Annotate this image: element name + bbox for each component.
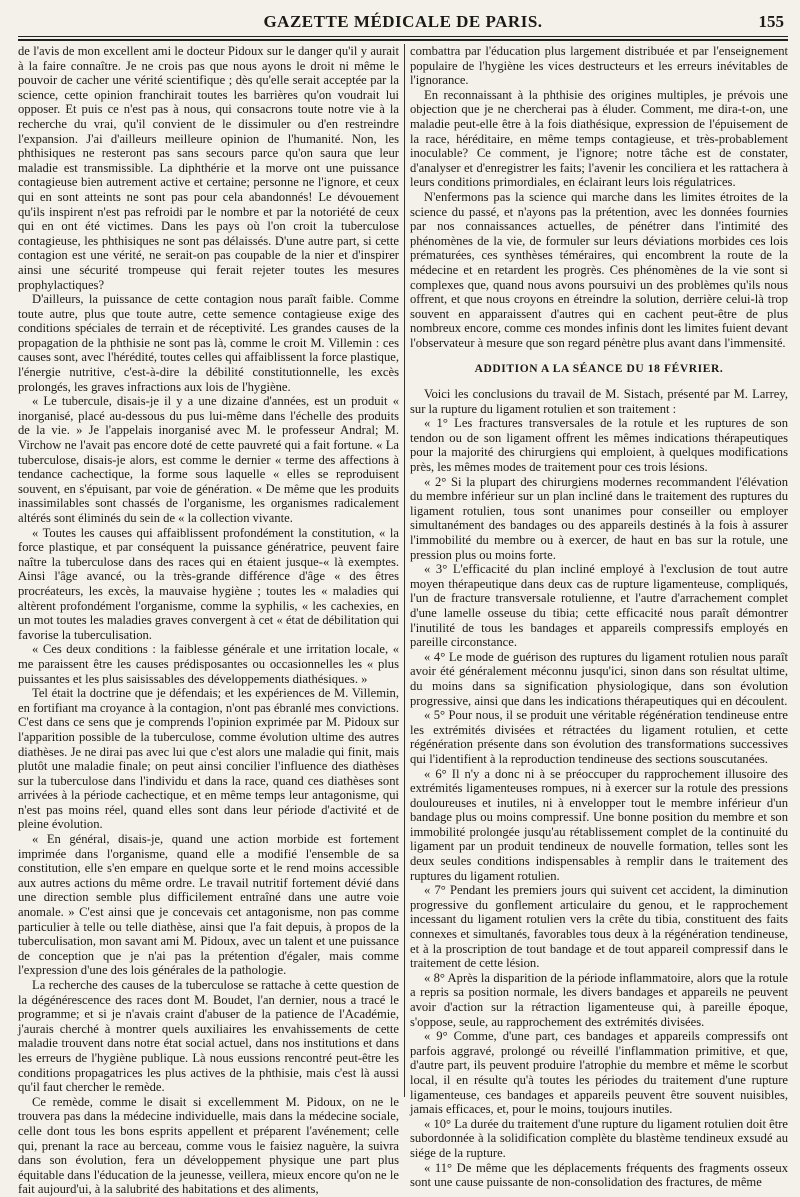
paragraph: Tel était la doctrine que je défendais; et les expériences de M. Villemin, en fortifiant ma croyance à la contagion, n'ont pas ébranlé mes convictions. C'est dans ce sens que je comprends l'opinion exprimée par M. Pidoux sur l'apparition possible de la tuberculose, comme évolution ultime des autres diathèses. Je ne dirai pas avec lui que c'est alors une maladie qui finit, mais plutôt une maladie finale; on peut ainsi concilier l'influence des diathèses sur la tuberculose dans l'individu et dans la race, quand ces diathèses sont arrivées à la période cachectique, et en même temps leur antagonisme, qui n'est pas moins réel, quand elles sont dans leur période d'activité et de pleine évolution. [18, 686, 399, 832]
paragraph: Ce remède, comme le disait si excellemment M. Pidoux, on ne le trouvera pas dans la médecine individuelle, mais dans la médecine sociale, celle dont tous les bons esprits appellent et préparent l'avénement; celle qui, prenant la race au berceau, comme vous le faisiez naguère, la suivra dans son évolution, fera un développement physique une part plus équitable dans l'éducation de la jeunesse, veillera, mieux encore qu'on ne le fait aujourd'ui, à la salubrité des habitations et des aliments, [18, 1094, 399, 1197]
paragraph: « Toutes les causes qui affaiblissent profondément la constitution, « la force plastique, et par conséquent la puissance génératrice, peuvent faire naître la tuberculose dans des races qui en étaient jusque-« là exemptes. Ainsi l'âge avancé, ou la très-grande différence d'âge « des êtres procréateurs, les excès, la mauvaise hygiène ; toutes les « maladies qui altèrent profondément l'organisme, comme la syphilis, « les cachexies, en un mot toutes les maladies graves convergent à cet « état de débilitation qui favorise la tuberculisation. [18, 525, 399, 642]
paragraph: « 9° Comme, d'une part, ces bandages et appareils compressifs ont parfois aggravé, prolongé ou réveillé l'inflammation primitive, et que, d'autre part, ils peuvent produire l'atrophie du membre et même le scorbut local, il en résulte qu'à toutes les périodes du traitement d'une rupture ligamenteuse, ces bandages et appareils peuvent être souvent nuisibles, jamais efficaces, et, pour le moins, toujours inutiles. [410, 1029, 788, 1117]
journal-title: GAZETTE MÉDICALE DE PARIS. [263, 12, 543, 31]
paragraph: N'enfermons pas la science qui marche dans les limites étroites de la science du passé, et n'ayons pas la prétention, avec les données fournies par nos connaissances actuelles, de pénétrer dans l'intimité des phénomènes de la vie, de formuler sur leurs déviations morbides ces lois prématurées, ces synthèses téméraires, qui encombrent la route de la médecine et en retardent les progrès. Ces phénomènes de la vie sont si complexes que, quand nous avons poursuivi un des problèmes qu'ils nous offrent, et que nous croyons en étreindre la solution, derrière celui-là trop souvent en apparaissent d'autres qui en cachent peut-être de plus nombreux encore, comme ces mondes infinis dont les limites fuient devant l'observateur à mesure que son regard pénètre plus avant dans l'immensité. [410, 189, 788, 350]
page-header [18, 10, 788, 34]
right-column [410, 44, 789, 1190]
paragraph: « 2° Si la plupart des chirurgiens modernes recommandent l'élévation du membre inférieur sur un plan incliné dans le traitement des ruptures du ligament rotulien, tous sont unanimes pour conseiller ou employer simultanément des bandages ou des appareils destinés à la fois à assurer l'immobilité du membre ou à exercer, de haut en bas sur la rotule, une pression plus ou moins forte. [410, 474, 788, 562]
paragraph: combattra par l'éducation plus largement distribuée et par l'enseignement populaire de l'hygiène les vices destructeurs et les erreurs inévitables de l'ignorance. [410, 44, 788, 88]
paragraph: « 5° Pour nous, il se produit une véritable régénération tendineuse entre les extrémités divisées et rétractées du ligament rotulien, et cette régénération présente dans son évolution des transformations successives qui l'identifient à la reproduction tendineuse des sections souscutanées. [410, 708, 788, 766]
paragraph: « 3° L'efficacité du plan incliné employé à l'exclusion de tout autre moyen thérapeutique dans deux cas de rupture ligamenteuse, compliqués, l'un de fracture transversale rotulienne, et l'autre d'arrachement complet d'une lamelle osseuse du tibia; cette efficacité nous paraît démontrer l'inutilité de tous les bandages et appareils compressifs employés en pareille circonstance. [410, 562, 788, 650]
paragraph: « 1° Les fractures transversales de la rotule et les ruptures de son tendon ou de son ligament offrent les mêmes indications thérapeutiques pour la majorité des chirurgiens qui emploient, à quelques modifications près, les mêmes modes de traitement pour ces trois lésions. [410, 416, 788, 475]
paragraph: « 8° Après la disparition de la période inflammatoire, alors que la rotule a repris sa position normale, les divers bandages et appareils ne peuvent avoir d'action sur la rétraction ligamenteuse qui, à pareille époque, s'oppose, seule, au rapprochement des extrémités divisées. [410, 970, 788, 1029]
header-rule-thick [18, 39, 788, 41]
paragraph: La recherche des causes de la tuberculose se rattache à cette question de la dégénérescence des races dont M. Boudet, l'an dernier, nous a tracé le programme; et si je n'avais craint d'abuser de la patience de l'Académie, j'aurais cherché à montrer quels auxiliaires les envahissements de cette maladie trouvent dans notre état social actuel, dans nos institutions et dans les erreurs de l'hygiène publique. Là nous eussions rencontré peut-être les conditions propagatrices les plus actives de la phthisie, mais c'est là aussi qu'il faut chercher le remède. [18, 978, 399, 1095]
paragraph: de l'avis de mon excellent ami le docteur Pidoux sur le danger qu'il y aurait à la faire connaître. Je ne crois pas que nous ayons le droit ni même le pouvoir de cacher une vérité scientifique ; dès qu'elle serait acceptée par la science, cette opinion franchirait toutes les barrières qu'on voudrait lui opposer. Et puis ce n'est pas à nous, qui consacrons toute notre vie à la recherche du vrai, qu'il convient de le dissimuler ou d'en restreindre l'expansion. J'ai d'ailleurs meilleure opinion de l'humanité. Non, les phthisiques ne resteront pas sans secours parce qu'on saura que leur maladie est transmissible. La diphthérie et la morve ont une puissance contagieuse bien autrement active et certaine; personne ne l'ignore, et ceux qui en sont atteints ne sont pas pour cela abandonnés! Le dévouement qu'ils inspirent n'est pas refroidi par le nombre et par la notoriété de ceux qui en ont été victimes. Dans les pays où l'on croit la tuberculose contagieuse, les phthisiques ne sont pas délaissés. D'une autre part, si cette contagion est une vérité, ne serait-on pas coupable de la nier et d'inspirer ainsi une sécurité trompeuse qui ferait rejeter toutes les mesures prophylactiques? [18, 44, 399, 292]
paragraph: « 11° De même que les déplacements fréquents des fragments osseux sont une cause puissante de non-consolidation des fractures, de même [410, 1160, 788, 1190]
section-heading: ADDITION A LA SÉANCE DU 18 FÉVRIER. [474, 363, 724, 376]
header-rule-thin [18, 36, 788, 37]
paragraph: En reconnaissant à la phthisie des origines multiples, je prévois une objection que je ne chercherai pas à éluder. Comment, me dira-t-on, une maladie peut-elle être à la fois diathésique, expression de l'épuisement de la race, héréditaire, en même temps contagieuse, et très-probablement inoculable? Ce comment, je l'ignore; notre tâche est de constater, d'analyser et d'enregistrer les faits; l'avenir les conciliera et les rattachera à leurs conditions primordiales, en éclairant leurs lois régulatrices. [410, 87, 788, 190]
paragraph: D'ailleurs, la puissance de cette contagion nous paraît faible. Comme toute autre, plus que toute autre, cette semence contagieuse exige des conditions spéciales de terrain et de réceptivité. Les grandes causes de la propagation de la phthisie ne sont pas là, comme le croit M. Villemin : ces causes sont, avec l'hérédité, toutes celles qui affaiblissent la force plastique, l'énergie nutritive, c'est-à-dire la débilité constitutionnelle, les excès prolongés, les graves infractions aux lois de l'hygiène. [18, 292, 399, 394]
paragraph: Voici les conclusions du travail de M. Sistach, présenté par M. Larrey, sur la rupture du ligament rotulien et son traitement : [410, 387, 788, 416]
paragraph: « 10° La durée du traitement d'une rupture du ligament rotulien doit être subordonnée à la solidification complète du blastème tendineux exsudé au siége de la rupture. [410, 1116, 789, 1160]
paragraph: « Ces deux conditions : la faiblesse générale et une irritation locale, « me paraissent être les causes prédisposantes ou occasionnelles les « plus puissantes et les plus saisissables des développements diathésiques. » [18, 642, 399, 686]
page-number: 155 [758, 12, 784, 31]
paragraph: « En général, disais-je, quand une action morbide est fortement imprimée dans l'organisme, quand elle a modifié l'ensemble de sa constitution, elle s'en empare en quelque sorte et le rend moins accessible aux autres actions du même ordre. Le travail nutritif fortement dévié dans une direction semble plus difficilement entraîné dans une autre voie anomale. » C'est ainsi que je concevais cet antagonisme, non pas comme particulier à telle ou telle diathèse, ainsi que l'a fait depuis, à propos de la tuberculisation, mon savant ami M. Pidoux, avec un talent et une puissance de conception que je n'ai pas la prétention d'égaler, mais comme l'expression d'une des lois générales de la pathologie. [18, 832, 399, 978]
column-divider [404, 44, 405, 1097]
paragraph: « 7° Pendant les premiers jours qui suivent cet accident, la diminution progressive du gonflement articulaire du genou, et le rapprochement incessant du ligament rotulien vers la crête du tibia, constituent des faits connexes et simultanés, favorables tous deux à la régénération tendineuse, et à la proscription de tout bandage et de tout appareil compressif dans le traitement de cette lésion. [410, 883, 788, 971]
paragraph: « Le tubercule, disais-je il y a une dizaine d'années, est un produit « inorganisé, placé au-dessous du pus lui-même dans l'échelle des produits de la vie. » Je l'appelais inorganisé avec M. le professeur Andral; M. Virchow ne l'avait pas encore doté de cette pauvreté qui a fait fortune. « La tuberculose, disais-je alors, est comme le dernier « terme des affections à tendance cachectique, la forme sous laquelle « elles se reproduisent souvent, en s'épuisant, par voie de génération. « De même que les produits inassimilables sont chassés de l'organisme, les organismes radicalement altérés sont éliminés du sein de « la collection vivante. [18, 394, 399, 525]
paragraph: « 6° Il n'y a donc ni à se préoccuper du rapprochement illusoire des extrémités ligamenteuses rompues, ni à exercer sur la rotule des pressions douloureuses et inutiles, ni à envelopper tout le membre inférieur d'un bandage plus ou moins compressif. Une bonne position du membre et son immobilité prolongée jusqu'au rétablissement complet de la continuité du ligament par un produit tendineux de nouvelle formation, telles sont les deux seules conditions indispensables à remplir dans le traitement des ruptures du ligament rotulien. [410, 766, 788, 883]
left-column [18, 44, 399, 1197]
paragraph: « 4° Le mode de guérison des ruptures du ligament rotulien nous paraît avoir été généralement méconnu jusqu'ici, sinon dans son résultat ultime, du moins dans sa signification physiologique, dans son évolution progressive, ainsi que dans les indications thérapeutiques qui en découlent. [410, 649, 788, 708]
